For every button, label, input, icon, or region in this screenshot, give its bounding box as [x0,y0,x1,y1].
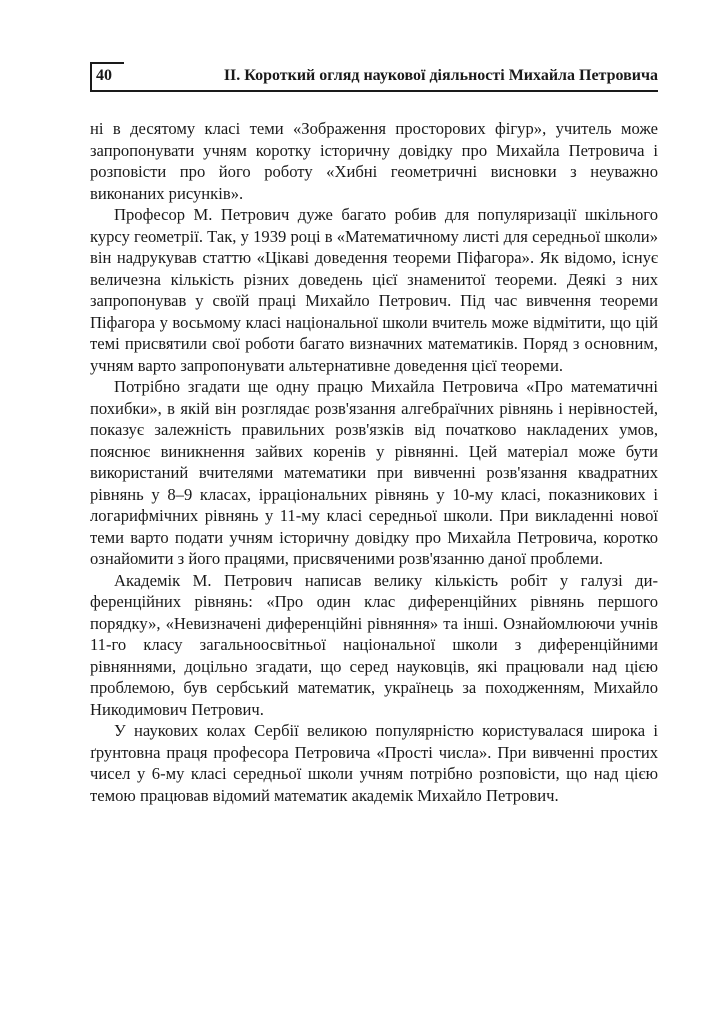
page-number: 40 [96,67,112,84]
running-header [90,62,658,92]
paragraph-4: Академік М. Петрович написав велику кількість робіт у галузі диференційних рівнянь: «Про один клас диференційних рівнянь першого порядку», «Невизначені диференційні рівняння» та інші. Ознайомлюючи учнів 11-го класу загальноосвітньої національної школи з диференційними рівняннями, доцільно згадати, що серед науковців, які працювали над цією проблемою, був сербський математик, українець за походженням, Михайло Никодимович Петрович. [90,570,658,719]
paragraph-1: ні в десятому класі теми «Зображення просторових фігур», учитель може запропонувати учням коротку історичну довідку про Михайла Петровича і розповісти про його роботу «Хибні геометричні висновки з неуважно виконаних рисунків». [90,119,658,203]
paragraph-2: Професор М. Петрович дуже багато робив для популяризації шкільного курсу геометрії. Так, у 1939 році в «Математичному листі для середньої школи» він надрукував статтю «Цікаві доведення теореми Піфагора». Як відомо, існує величезна кількість різних доведень цієї знаменитої теореми. Деякі з них запропонував у своїй праці Михайло Петрович. Під час вивчення теореми Піфагора у восьмому класі національної школи вчитель може відмітити, що цій темі присвятили свої роботи багато визначних математиків. Поряд з основним, учням варто запропонувати альтернативне доведення цієї теореми. [90,205,658,375]
paragraph-5: У наукових колах Сербії великою популярністю користувалася широка і ґрунтовна праця професора Петровича «Прості числа». При вивченні простих чисел у 6-му класі середньої школи учням потрібно розповісти, що над цією темою працював відомий математик академік Михайло Петрович. [90,721,658,805]
body-text [90,118,658,806]
header-rule [90,90,658,92]
paragraph-3: Потрібно згадати ще одну працю Михайла Петровича «Про математичні похибки», в якій він розглядає розв'язання алгебраїчних рівнянь і нерівностей, показує залежність правильних розв'язків від початково накладених умов, пояснює виникнення зайвих коренів у рівнянні. Цей матеріал може бути використаний вчителями математики при вивченні розв'язання квадратних рівнянь у 8–9 класах, ірраціональних рівнянь у 10-му класі, показникових і логарифмічних рівнянь у 11-му класі середньої школи. При викладенні нової теми варто подати учням історичну довідку про Михайла Петровича, коротко ознайомити з його працями, присвяченими розв'язанню даної проблеми. [90,377,658,568]
running-header-title: ІІ. Короткий огляд наукової діяльності Михайла Петровича [223,67,658,84]
